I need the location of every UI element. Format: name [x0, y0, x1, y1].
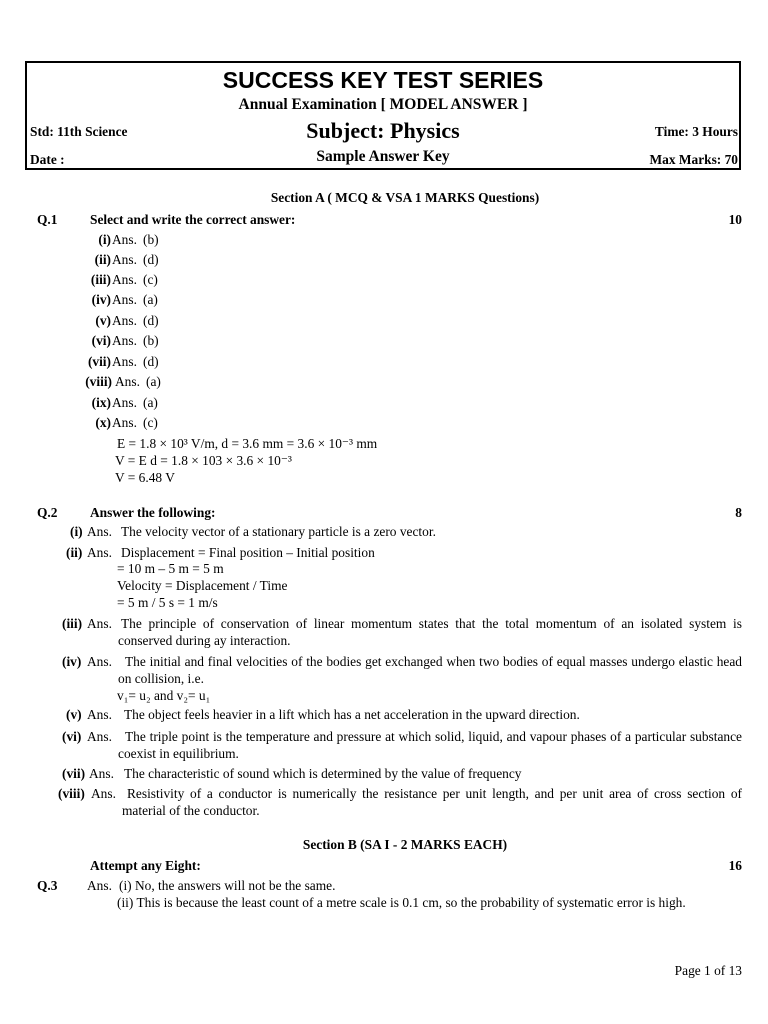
ans-label: Ans.: [87, 654, 112, 669]
q1-title: Select and write the correct answer:: [90, 212, 296, 227]
roman-numeral: (ii): [66, 545, 83, 560]
list-item: [25, 354, 743, 371]
section-a-title: Section A ( MCQ & VSA 1 MARKS Questions): [270, 190, 540, 205]
roman-numeral: (vii): [87, 354, 111, 369]
answer-text: (ii) This is because the least count of a metre scale is 0.1 cm, so the probability of systematic error is high.: [117, 895, 686, 910]
roman-numeral: (vii): [62, 766, 86, 781]
q2-title: Answer the following:: [90, 505, 216, 520]
roman-numeral: (viii): [58, 786, 85, 801]
answer-text: (a): [146, 374, 161, 389]
section-b-marks: 16: [728, 858, 742, 873]
roman-numeral: (ix): [91, 395, 111, 410]
ans-label: Ans.: [112, 395, 137, 410]
roman-numeral: (viii): [85, 374, 112, 389]
roman-numeral: (v): [95, 313, 111, 328]
answer-text: The principle of conservation of linear momentum states that the total momentum of an isolated system is conserved during ay interaction.: [118, 616, 742, 648]
list-item: [25, 313, 743, 330]
ans-label: Ans.: [87, 524, 112, 539]
answer-text: Displacement = Final position – Initial position: [121, 545, 375, 560]
header-box: [25, 61, 741, 170]
ans-label: Ans.: [87, 878, 112, 893]
ans-label: Ans.: [112, 415, 137, 430]
answer-text: = 5 m / 5 s = 1 m/s: [117, 595, 218, 610]
answer-text: The triple point is the temperature and pressure at which solid, liquid, and vapour phases of a particular substance coexist in equilibrium.: [118, 729, 742, 761]
ans-label: Ans.: [91, 786, 116, 801]
answer-text: Velocity = Displacement / Time: [117, 578, 288, 593]
answer-text: (a): [143, 395, 158, 410]
roman-numeral: (vi): [62, 729, 82, 744]
ans-label: Ans.: [87, 729, 112, 744]
roman-numeral: (iv): [91, 292, 111, 307]
roman-numeral: (vi): [91, 333, 111, 348]
answer-text: (b): [143, 333, 159, 348]
answer-text: Resistivity of a conductor is numerically the resistance per unit length, and per unit area of cross section of material of the conductor.: [122, 786, 742, 818]
std-label: Std: 11th Science: [30, 124, 128, 139]
answer-text: (d): [143, 354, 159, 369]
roman-numeral: (v): [66, 707, 82, 722]
q1-number: Q.1: [37, 212, 58, 227]
list-item: [25, 333, 743, 350]
answer-text: (c): [143, 272, 158, 287]
list-item: [25, 292, 743, 309]
answer-text: The characteristic of sound which is determined by the value of frequency: [124, 766, 522, 781]
roman-numeral: (i): [70, 524, 83, 539]
time-label: Time: 3 Hours: [654, 124, 738, 139]
q2-number: Q.2: [37, 505, 58, 520]
exam-name: Annual Examination [ MODEL ANSWER ]: [238, 96, 528, 113]
roman-numeral: (iv): [62, 654, 82, 669]
ans-label: Ans.: [112, 252, 137, 267]
list-item: [25, 252, 743, 269]
ans-label: Ans.: [87, 616, 112, 631]
calc-line: V = E d = 1.8 × 103 × 3.6 × 10⁻³: [115, 453, 292, 468]
max-marks-label: Max Marks: 70: [649, 152, 738, 167]
answer-text: (d): [143, 252, 159, 267]
answer-text: (i) No, the answers will not be the same.: [119, 878, 336, 893]
list-item: [25, 395, 743, 412]
roman-numeral: (ii): [94, 252, 111, 267]
answer-text: The object feels heavier in a lift which has a net acceleration in the upward direction.: [124, 707, 580, 722]
answer-text: The velocity vector of a stationary particle is a zero vector.: [121, 524, 436, 539]
equation: v₁= u₂ and v₂= u₁: [117, 688, 211, 703]
ans-label: Ans.: [112, 232, 137, 247]
attempt-instruction: Attempt any Eight:: [90, 858, 201, 873]
answer-text: (a): [143, 292, 158, 307]
subject: Subject: Physics: [306, 118, 460, 143]
calc-line: V = 6.48 V: [115, 470, 175, 485]
list-item: [25, 374, 743, 391]
ans-label: Ans.: [112, 272, 137, 287]
answer-text: (c): [143, 415, 158, 430]
ans-label: Ans.: [112, 313, 137, 328]
q1-marks: 10: [728, 212, 742, 227]
roman-numeral: (x): [95, 415, 111, 430]
ans-label: Ans.: [87, 545, 112, 560]
q3-number: Q.3: [37, 878, 58, 893]
ans-label: Ans.: [89, 766, 114, 781]
answer-text: (b): [143, 232, 159, 247]
q2-marks: 8: [735, 505, 742, 520]
list-item: [25, 232, 743, 249]
answer-text: The initial and final velocities of the bodies get exchanged when two bodies of equal masses undergo elastic head on collision, i.e.: [118, 654, 742, 686]
ans-label: Ans.: [112, 333, 137, 348]
calc-line: E = 1.8 × 10³ V/m, d = 3.6 mm = 3.6 × 10⁻³ mm: [117, 436, 378, 451]
answer-text: = 10 m – 5 m = 5 m: [117, 561, 224, 576]
ans-label: Ans.: [112, 354, 137, 369]
roman-numeral: (i): [98, 232, 111, 247]
roman-numeral: (iii): [62, 616, 83, 631]
answer-key-label: Sample Answer Key: [316, 148, 450, 165]
page-number: Page 1 of 13: [674, 963, 742, 978]
ans-label: Ans.: [87, 707, 112, 722]
test-series-title: SUCCESS KEY TEST SERIES: [222, 67, 544, 93]
list-item: [25, 415, 743, 432]
list-item: [25, 272, 743, 289]
ans-label: Ans.: [115, 374, 140, 389]
roman-numeral: (iii): [90, 272, 111, 287]
ans-label: Ans.: [112, 292, 137, 307]
section-b-title: Section B (SA I - 2 MARKS EACH): [302, 837, 508, 852]
answer-text: (d): [143, 313, 159, 328]
date-label: Date :: [30, 152, 65, 167]
